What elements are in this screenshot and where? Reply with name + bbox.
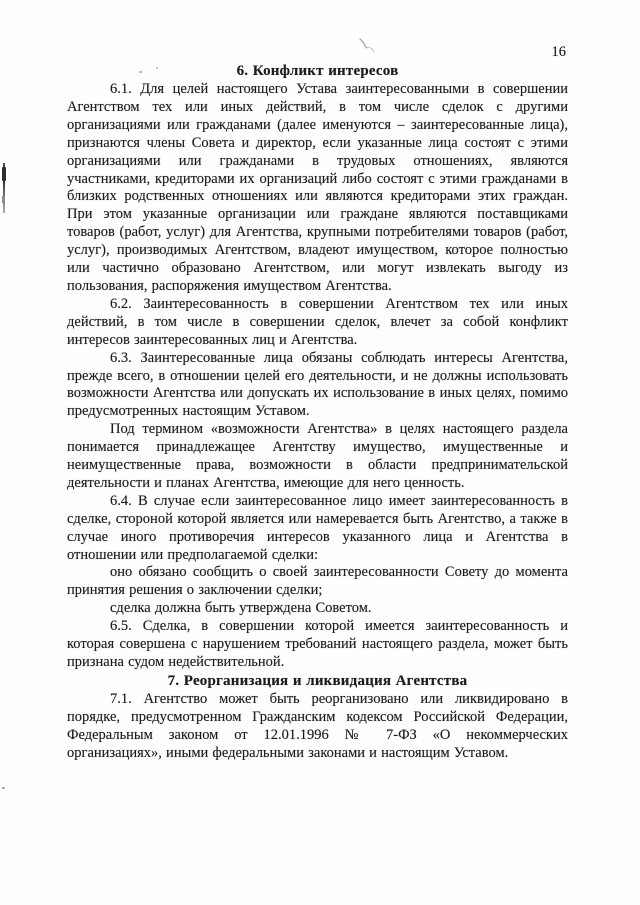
paragraph-6-3-definition: Под термином «возможности Агентства» в целях настоящего раздела понимается принадлежащее Агентству имущество, имущественные и неимущественные права, возможности в области предпринимательской деятельности и планах Агентства, имеющие для него ценность. (67, 421, 568, 491)
paragraph-6-3: 6.3. Заинтересованные лица обязаны соблюдать интересы Агентства, прежде всего, в отношении целей его деятельности, и не должны использовать возможности Агентства или допускать их использование в иных целях, помимо предусмотренных настоящим Уставом. (67, 349, 568, 420)
paragraph-6-1: 6.1. Для целей настоящего Устава заинтересованными в совершении Агентством тех или иных действий, в том числе сделок с другими организациями или гражданами (далее именуются – заинтересованные лица), признаются члены Совета и директор, если указанные лица состоят с этими организациями или гражданами в трудовых отношениях, являются участниками, кредиторами их организаций либо состоят с этими гражданами в близких родственных отношениях или являются кредиторами этих граждан. При этом указанные организации или граждане являются поставщиками товаров (работ, услуг) для Агентства, крупными потребителями товаров (работ, услуг), производимых Агентством, владеют имуществом, которое полностью или частично образовано Агентством, или могут извлекать выгоду из пользования, распоряжения имуществом Агентства. (67, 81, 568, 294)
paragraph-6-4-clause-1: оно обязано сообщить о своей заинтересованности Совету до момента принятия решения о заключении сделки; (67, 564, 568, 599)
page-number: 16 (551, 44, 566, 60)
document-body (67, 62, 568, 763)
ink-speck (2, 787, 5, 789)
paragraph-6-2: 6.2. Заинтересованность в совершении Агентством тех или иных действий, в том числе в совершении сделок, влечет за собой конфликт интересов заинтересованных лиц и Агентства. (67, 295, 568, 348)
section-heading-conflict-of-interest: 6. Конфликт интересов (236, 63, 399, 79)
paragraph-6-5: 6.5. Сделка, в совершении которой имеется заинтересованность и которая совершена с нарушением требований настоящего раздела, может быть признана судом недействительной. (67, 618, 568, 670)
scanner-edge-blob (2, 167, 6, 181)
section-heading-reorganization-liquidation: 7. Реорганизация и ликвидация Агентства (167, 672, 468, 689)
paragraph-6-4: 6.4. В случае если заинтересованное лицо имеет заинтересованность в сделке, стороной которой является или намеревается быть Агентство, а также в случае иного противоречия интересов указанного лица и Агентства в отношении или предполагаемой сделки: (67, 492, 568, 563)
scanner-edge-blob (2, 196, 5, 203)
pen-squiggle-mark (356, 36, 380, 56)
paragraph-6-4-clause-2: сделка должна быть утверждена Советом. (110, 600, 372, 617)
paragraph-7-1: 7.1. Агентство может быть реорганизовано или ликвидировано в порядке, предусмотренном Гражданским кодексом Российской Федерации, Федеральным законом от 12.01.1996 № 7-ФЗ «О некоммерческих организациях», иными федеральными законами и настоящим Уставом. (67, 690, 568, 761)
